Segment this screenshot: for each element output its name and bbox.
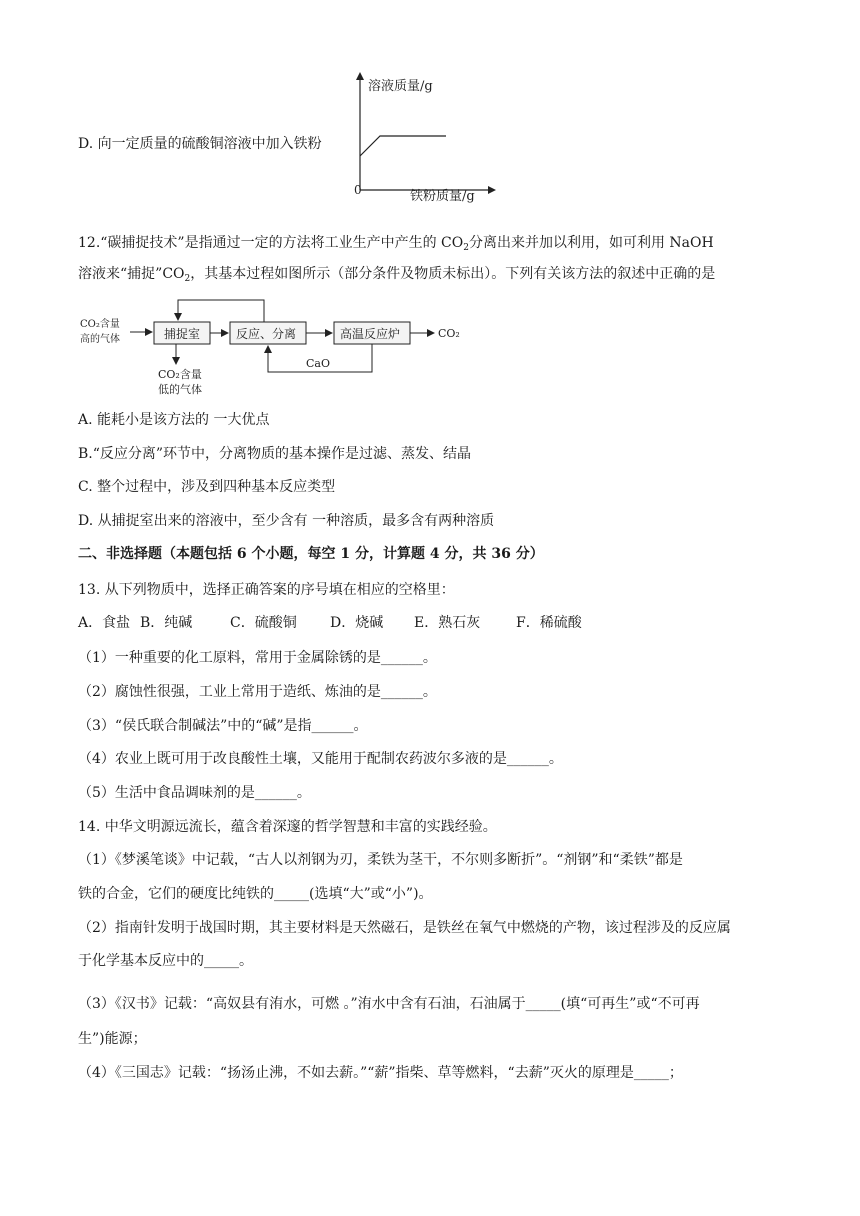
q13-choice-c: C．硫酸铜	[230, 615, 297, 631]
q13-choice-a: A．食盐	[78, 615, 131, 631]
q14-line-4: 于化学基本反应中的_____。	[78, 953, 253, 969]
q14-stem: 14. 中华文明源远流长，蕴含着深邃的哲学智慧和丰富的实践经验。	[78, 819, 497, 835]
q14-line-2: 铁的合金，它们的硬度比纯铁的_____(选填“大”或“小”)。	[78, 886, 433, 902]
q14-line-5: （3）《汉书》记载：“高奴县有洧水，可燃 。”洧水中含有石油，石油属于_____(填“可再生”或“不可再	[78, 996, 700, 1012]
input-gas-line1: CO₂含量	[80, 319, 120, 330]
q12-stem-line1: 12.“碳捕捉技术”是指通过一定的方法将工业生产中产生的 $CO_2$分离出来并加以利用，如可利用 NaOH	[78, 235, 714, 253]
q13-item-2: （2）腐蚀性很强，工业上常用于造纸、炼油的是______。	[78, 684, 437, 700]
low-gas-line1: CO₂含量	[158, 368, 202, 381]
output-gas: CO₂	[438, 327, 460, 340]
low-gas-line2: 低的气体	[158, 383, 202, 396]
q12-process-diagram	[76, 292, 476, 404]
q14-line-1: （1）《梦溪笔谈》中记载，“古人以剂钢为刃，柔铁为茎干，不尔则多断折”。“剂钢”和“柔铁”都是	[78, 852, 683, 868]
q13-choice-e: E．熟石灰	[414, 615, 481, 631]
q13-item-3: （3）“侯氏联合制碱法”中的“碱”是指______。	[78, 718, 368, 734]
q14-line-3: （2）指南针发明于战国时期，其主要材料是天然磁石，是铁丝在氧气中燃烧的产物，该过程涉及的反应属	[78, 920, 731, 936]
q12-option-d: D. 从捕捉室出来的溶液中，至少含有 一种溶质，最多含有两种溶质	[78, 513, 495, 529]
q12-option-b: B.“反应分离”环节中，分离物质的基本操作是过滤、蒸发、结晶	[78, 446, 472, 462]
box-capture-label: 捕捉室	[164, 327, 201, 341]
q13-stem: 13. 从下列物质中，选择正确答案的序号填在相应的空格里：	[78, 582, 455, 598]
graph-y-arrow	[356, 72, 364, 80]
box-react-separate-label: 反应、分离	[236, 327, 297, 341]
q12-option-a: A. 能耗小是该方法的 一大优点	[78, 412, 270, 428]
q14-line-6: 生”)能源；	[78, 1031, 147, 1047]
input-gas-line2: 高的气体	[80, 334, 120, 345]
box-furnace-label: 高温反应炉	[340, 327, 401, 341]
q11-option-d: D. 向一定质量的硫酸铜溶液中加入铁粉	[78, 136, 322, 152]
q13-item-1: （1）一种重要的化工原料，常用于金属除锈的是______。	[78, 650, 437, 666]
q12-option-c: C. 整个过程中，涉及到四种基本反应类型	[78, 479, 336, 495]
cao-label: CaO	[306, 357, 330, 370]
section-heading: 二、非选择题（本题包括 6 个小题，每空 1 分，计算题 4 分，共 36 分）	[78, 546, 544, 562]
q13-choice-b: B．纯碱	[140, 615, 193, 631]
q13-item-4: （4）农业上既可用于改良酸性土壤，又能用于配制农药波尔多液的是______。	[78, 751, 563, 767]
q14-line-7: （4）《三国志》记载：“扬汤止沸，不如去薪。”“薪”指柴、草等燃料，“去薪”灭火的原理是_____；	[78, 1065, 683, 1081]
q13-choices	[78, 613, 582, 633]
graph-curve	[360, 136, 446, 156]
graph-x-label: 铁粉质量/g	[410, 189, 475, 204]
q13-choice-d: D．烧碱	[330, 615, 384, 631]
q13-item-5: （5）生活中食品调味剂的是______。	[78, 785, 311, 801]
q13-choice-f: F．稀硫酸	[516, 615, 582, 631]
graph-origin: 0	[354, 183, 362, 197]
q11-graph	[340, 70, 500, 205]
loop-top	[178, 300, 264, 322]
q12-stem-line2: 溶液来“捕捉$”CO_2$，其基本过程如图所示（部分条件及物质未标出）。下列有关该方法的叙述中正确的是	[78, 266, 716, 284]
graph-y-label: 溶液质量/g	[368, 79, 433, 94]
graph-x-arrow	[488, 186, 496, 194]
